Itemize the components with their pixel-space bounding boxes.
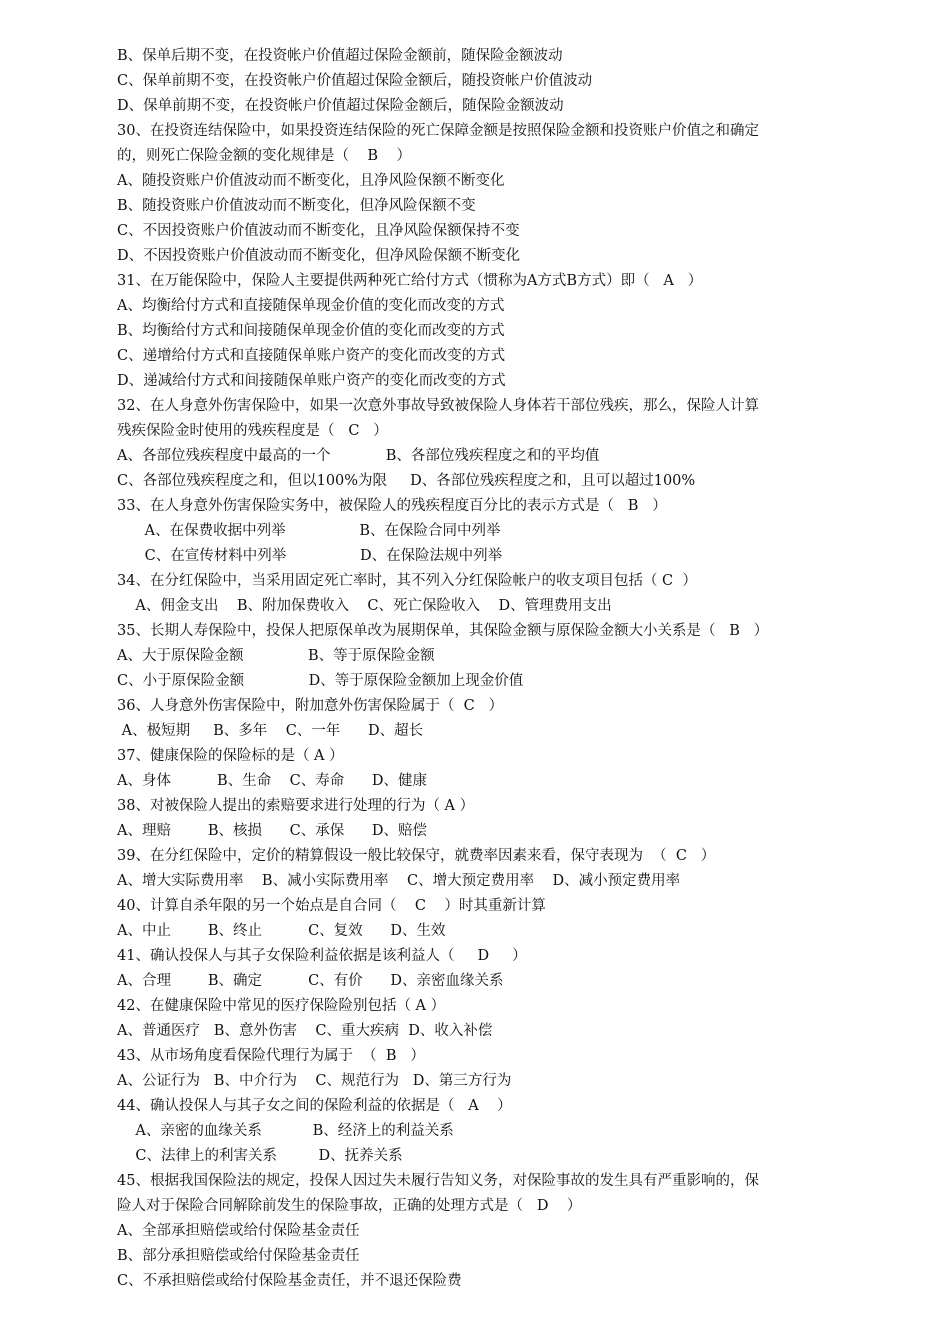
text-line: 33、在人身意外伤害保险实务中，被保险人的残疾程度百分比的表示方式是（ B ） bbox=[117, 498, 667, 514]
text-line: D、不因投资账户价值波动而不断变化，但净风险保额不断变化 bbox=[117, 248, 521, 264]
text-line: D、递减给付方式和间接随保单账户资产的变化而改变的方式 bbox=[117, 373, 506, 389]
text-line: 44、确认投保人与其子女之间的保险利益的依据是（ A ） bbox=[117, 1098, 512, 1114]
text-line: A、理赔 B、核损 C、承保 D、赔偿 bbox=[117, 823, 428, 839]
text-line: 39、在分红保险中，定价的精算假设一般比较保守，就费率因素来看，保守表现为 （ C ） bbox=[117, 848, 716, 864]
text-line: C、小于原保险金额 D、等于原保险金额加上现金价值 bbox=[117, 673, 524, 689]
text-line: D、保单前期不变，在投资帐户价值超过保险金额后，随保险金额波动 bbox=[117, 98, 564, 114]
text-line: 45、根据我国保险法的规定，投保人因过失未履行告知义务，对保险事故的发生具有严重影响的，保 bbox=[117, 1173, 759, 1189]
text-line: 残疾保险金时使用的残疾程度是（ C ） bbox=[117, 423, 388, 439]
text-line: 32、在人身意外伤害保险中，如果一次意外事故导致被保险人身体若干部位残疾，那么，保险人计算 bbox=[117, 398, 759, 414]
text-line: A、亲密的血缘关系 B、经济上的利益关系 bbox=[117, 1123, 454, 1139]
text-line: C、递增给付方式和直接随保单账户资产的变化而改变的方式 bbox=[117, 348, 506, 364]
text-line: B、保单后期不变，在投资帐户价值超过保险金额前，随保险金额波动 bbox=[117, 48, 563, 64]
text-line: C、在宣传材料中列举 D、在保险法规中列举 bbox=[117, 548, 503, 564]
text-line: A、极短期 B、多年 C、一年 D、超长 bbox=[117, 723, 424, 739]
text-line: 37、健康保险的保险标的是（ A ） bbox=[117, 748, 344, 764]
text-line: B、随投资账户价值波动而不断变化，但净风险保额不变 bbox=[117, 198, 476, 214]
text-line: A、增大实际费用率 B、减小实际费用率 C、增大预定费用率 D、减小预定费用率 bbox=[117, 873, 681, 889]
text-line: 险人对于保险合同解除前发生的保险事故，正确的处理方式是（ D ） bbox=[117, 1198, 582, 1214]
text-line: 31、在万能保险中，保险人主要提供两种死亡给付方式（惯称为A方式B方式）即（ A ） bbox=[117, 273, 703, 289]
text-line: C、保单前期不变，在投资帐户价值超过保险金额后，随投资帐户价值波动 bbox=[117, 73, 593, 89]
text-line: 36、人身意外伤害保险中，附加意外伤害保险属于（ C ） bbox=[117, 698, 504, 714]
text-line: C、不承担赔偿或给付保险基金责任，并不退还保险费 bbox=[117, 1273, 462, 1289]
text-line: A、随投资账户价值波动而不断变化，且净风险保额不断变化 bbox=[117, 173, 505, 189]
text-line: A、身体 B、生命 C、寿命 D、健康 bbox=[117, 773, 428, 789]
text-line: 的，则死亡保险金额的变化规律是（ B ） bbox=[117, 148, 412, 164]
text-line: A、大于原保险金额 B、等于原保险金额 bbox=[117, 648, 435, 664]
text-line: A、公证行为 B、中介行为 C、规范行为 D、第三方行为 bbox=[117, 1073, 512, 1089]
text-line: A、中止 B、终止 C、复效 D、生效 bbox=[117, 923, 446, 939]
text-line: A、佣金支出 B、附加保费收入 C、死亡保险收入 D、管理费用支出 bbox=[117, 598, 612, 614]
text-line: 38、对被保险人提出的索赔要求进行处理的行为（ A ） bbox=[117, 798, 475, 814]
text-line: 42、在健康保险中常见的医疗保险险别包括（ A ） bbox=[117, 998, 446, 1014]
text-line: C、各部位残疾程度之和，但以100%为限 D、各部位残疾程度之和，且可以超过100% bbox=[117, 473, 696, 489]
text-line: B、均衡给付方式和间接随保单现金价值的变化而改变的方式 bbox=[117, 323, 505, 339]
text-line: 35、长期人寿保险中，投保人把原保单改为展期保单，其保险金额与原保险金额大小关系是（ B ） bbox=[117, 623, 769, 639]
text-line: 41、确认投保人与其子女保险利益依据是该利益人（ D ） bbox=[117, 948, 527, 964]
text-line: A、合理 B、确定 C、有价 D、亲密血缘关系 bbox=[117, 973, 504, 989]
text-line: 30、在投资连结保险中，如果投资连结保险的死亡保障金额是按照保险金额和投资账户价值之和确定 bbox=[117, 123, 759, 139]
text-line: A、各部位残疾程度中最高的一个 B、各部位残疾程度之和的平均值 bbox=[117, 448, 600, 464]
text-line: A、全部承担赔偿或给付保险基金责任 bbox=[117, 1223, 360, 1239]
text-line: C、不因投资账户价值波动而不断变化，且净风险保额保持不变 bbox=[117, 223, 520, 239]
text-line: A、均衡给付方式和直接随保单现金价值的变化而改变的方式 bbox=[117, 298, 505, 314]
text-line: 40、计算自杀年限的另一个始点是自合同（ C ）时其重新计算 bbox=[117, 898, 546, 914]
text-line: A、在保费收据中列举 B、在保险合同中列举 bbox=[117, 523, 501, 539]
text-line: C、法律上的利害关系 D、抚养关系 bbox=[117, 1148, 403, 1164]
text-line: A、普通医疗 B、意外伤害 C、重大疾病 D、收入补偿 bbox=[117, 1023, 493, 1039]
text-line: 34、在分红保险中，当采用固定死亡率时，其不列入分红保险帐户的收支项目包括（ C ） bbox=[117, 573, 697, 589]
text-line: B、部分承担赔偿或给付保险基金责任 bbox=[117, 1248, 360, 1264]
text-line: 43、从市场角度看保险代理行为属于 （ B ） bbox=[117, 1048, 425, 1064]
